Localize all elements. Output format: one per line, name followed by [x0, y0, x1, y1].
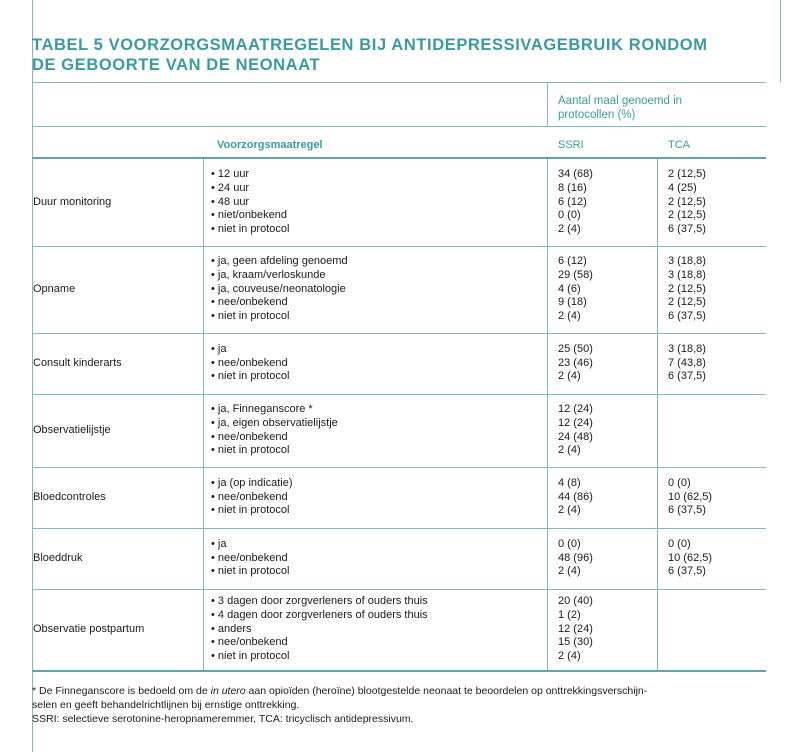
measure-item: • 4 dagen door zorgverleners of ouders thuis: [211, 608, 428, 621]
ssri-value: 4 (6): [558, 282, 581, 295]
column-divider: [203, 394, 204, 467]
row-category: Opname: [33, 282, 76, 295]
measure-item: • ja: [211, 342, 227, 355]
column-divider: [547, 589, 548, 670]
ssri-value: 4 (8): [558, 476, 581, 489]
ssri-value: 2 (4): [558, 650, 581, 663]
header-group-divider: [547, 82, 548, 127]
header-group-line-2: protocollen (%): [558, 109, 636, 121]
measure-item: • niet in protocol: [211, 223, 290, 236]
column-divider: [203, 333, 204, 394]
ssri-value: 2 (4): [558, 565, 581, 578]
column-divider: [657, 467, 658, 528]
measure-item: • ja (op indicatie): [211, 476, 293, 489]
footnote-text-a: * De Finneganscore is bedoeld om de: [32, 685, 211, 697]
column-divider: [547, 159, 548, 246]
ssri-value: 2 (4): [558, 444, 581, 457]
header-bottom-rule: [32, 157, 766, 159]
ssri-value: 48 (96): [558, 551, 593, 564]
footnote-text-b: aan opioïden (heroïne) blootgestelde neonaat te beoordelen op onttrekkingsverschijn-: [245, 685, 648, 697]
column-divider: [203, 246, 204, 333]
tca-value: 6 (37,5): [668, 370, 706, 383]
column-divider: [203, 467, 204, 528]
tca-value: 0 (0): [668, 476, 691, 489]
measure-item: • nee/onbekend: [211, 296, 288, 309]
measure-item: • niet in protocol: [211, 565, 290, 578]
column-divider: [203, 528, 204, 589]
column-divider: [203, 159, 204, 246]
measure-item: • 48 uur: [211, 195, 250, 208]
column-divider: [547, 246, 548, 333]
measure-item: • anders: [211, 622, 252, 635]
column-divider: [657, 528, 658, 589]
row-category: Bloedcontroles: [33, 490, 106, 503]
column-header-measure: Voorzorgsmaatregel: [217, 139, 323, 151]
tca-value: 10 (62,5): [668, 551, 713, 564]
measure-item: • nee/onbekend: [211, 356, 288, 369]
footnote-italic: in utero: [210, 685, 246, 697]
footnote-abbreviations: SSRI: selectieve serotonine-heropnameremmer, TCA: tricyclisch antidepressivum.: [32, 712, 414, 725]
ssri-value: 2 (4): [558, 504, 581, 517]
measure-item: • nee/onbekend: [211, 490, 288, 503]
tca-value: 0 (0): [668, 537, 691, 550]
row-category: Bloeddruk: [33, 551, 83, 564]
measure-item: • ja, couveuse/neonatologie: [211, 282, 346, 295]
ssri-value: 6 (12): [558, 195, 587, 208]
ssri-value: 44 (86): [558, 490, 593, 503]
measure-item: • ja, Finneganscore *: [211, 403, 313, 416]
row-category: Duur monitoring: [33, 195, 112, 208]
left-margin-rule: [32, 0, 33, 752]
tca-value: 10 (62,5): [668, 490, 713, 503]
row-divider: [32, 333, 766, 334]
ssri-value: 2 (4): [558, 310, 581, 323]
table-title: [32, 35, 772, 75]
measure-item: • ja, geen afdeling genoemd: [211, 255, 348, 268]
ssri-value: 24 (48): [558, 430, 593, 443]
measure-item: • niet in protocol: [211, 650, 290, 663]
ssri-value: 2 (4): [558, 370, 581, 383]
measure-item: • niet in protocol: [211, 444, 290, 457]
ssri-value: 6 (12): [558, 255, 587, 268]
tca-value: 6 (37,5): [668, 310, 706, 323]
column-divider: [657, 589, 658, 670]
column-divider: [547, 467, 548, 528]
column-divider: [657, 246, 658, 333]
footnotes: [32, 685, 772, 726]
tca-value: 2 (12,5): [668, 195, 706, 208]
ssri-value: 15 (30): [558, 636, 593, 649]
measure-item: • 24 uur: [211, 181, 250, 194]
tca-value: 4 (25): [668, 181, 697, 194]
row-category: Consult kinderarts: [33, 356, 122, 369]
column-divider: [657, 394, 658, 467]
measure-item: • nee/onbekend: [211, 551, 288, 564]
row-divider: [32, 246, 766, 247]
column-divider: [547, 528, 548, 589]
measure-item: • nee/onbekend: [211, 430, 288, 443]
measure-item: • nee/onbekend: [211, 636, 288, 649]
measure-item: • niet in protocol: [211, 310, 290, 323]
table-title-line-1: TABEL 5 VOORZORGSMAATREGELEN BIJ ANTIDEPRESSIVAGEBRUIK RONDOM: [32, 36, 708, 54]
table-title-line-2: DE GEBOORTE VAN DE NEONAAT: [32, 56, 321, 74]
table-bottom-rule: [32, 670, 766, 672]
column-divider: [547, 333, 548, 394]
column-divider: [657, 159, 658, 246]
tca-value: 6 (37,5): [668, 223, 706, 236]
row-category: Observatie postpartum: [33, 622, 145, 635]
ssri-value: 25 (50): [558, 342, 593, 355]
column-divider: [657, 333, 658, 394]
ssri-value: 1 (2): [558, 608, 581, 621]
tca-value: 3 (18,8): [668, 255, 706, 268]
row-divider: [32, 528, 766, 529]
column-header-tca: TCA: [668, 139, 690, 151]
tca-value: 7 (43,8): [668, 356, 706, 369]
ssri-value: 12 (24): [558, 403, 593, 416]
row-divider: [32, 394, 766, 395]
footnote-finnegan-cont: selen en geeft behandelrichtlijnen bij ernstige onttrekking.: [32, 698, 300, 711]
measure-item: • ja, eigen observatielijstje: [211, 416, 338, 429]
measure-item: • niet in protocol: [211, 504, 290, 517]
ssri-value: 12 (24): [558, 622, 593, 635]
ssri-value: 2 (4): [558, 223, 581, 236]
column-divider: [203, 589, 204, 670]
tca-value: 6 (37,5): [668, 565, 706, 578]
header-group-line-1: Aantal maal genoemd in: [558, 95, 683, 107]
measure-item: • 3 dagen door zorgverleners of ouders thuis: [211, 595, 428, 608]
tca-value: 2 (12,5): [668, 282, 706, 295]
row-divider: [32, 467, 766, 468]
measure-item: • 12 uur: [211, 168, 250, 181]
ssri-value: 12 (24): [558, 416, 593, 429]
header-top-rule: [32, 82, 766, 83]
header-group-label: [558, 94, 758, 122]
ssri-value: 9 (18): [558, 296, 587, 309]
measure-item: • niet/onbekend: [211, 209, 288, 222]
tca-value: 3 (18,8): [668, 342, 706, 355]
ssri-value: 34 (68): [558, 168, 593, 181]
column-divider: [547, 394, 548, 467]
ssri-value: 23 (46): [558, 356, 593, 369]
header-mid-rule: [32, 126, 766, 127]
measure-item: • ja: [211, 537, 227, 550]
tca-value: 2 (12,5): [668, 209, 706, 222]
tca-value: 2 (12,5): [668, 168, 706, 181]
tca-value: 3 (18,8): [668, 268, 706, 281]
column-header-ssri: SSRI: [558, 139, 584, 151]
ssri-value: 20 (40): [558, 595, 593, 608]
row-category: Observatielijstje: [33, 423, 111, 436]
ssri-value: 0 (0): [558, 209, 581, 222]
ssri-value: 8 (16): [558, 181, 587, 194]
ssri-value: 29 (58): [558, 268, 593, 281]
right-margin-rule: [780, 0, 781, 82]
tca-value: 2 (12,5): [668, 296, 706, 309]
measure-item: • niet in protocol: [211, 370, 290, 383]
row-divider: [32, 589, 766, 590]
measure-item: • ja, kraam/verloskunde: [211, 268, 326, 281]
footnote-finnegan: [32, 685, 772, 699]
tca-value: 6 (37,5): [668, 504, 706, 517]
ssri-value: 0 (0): [558, 537, 581, 550]
